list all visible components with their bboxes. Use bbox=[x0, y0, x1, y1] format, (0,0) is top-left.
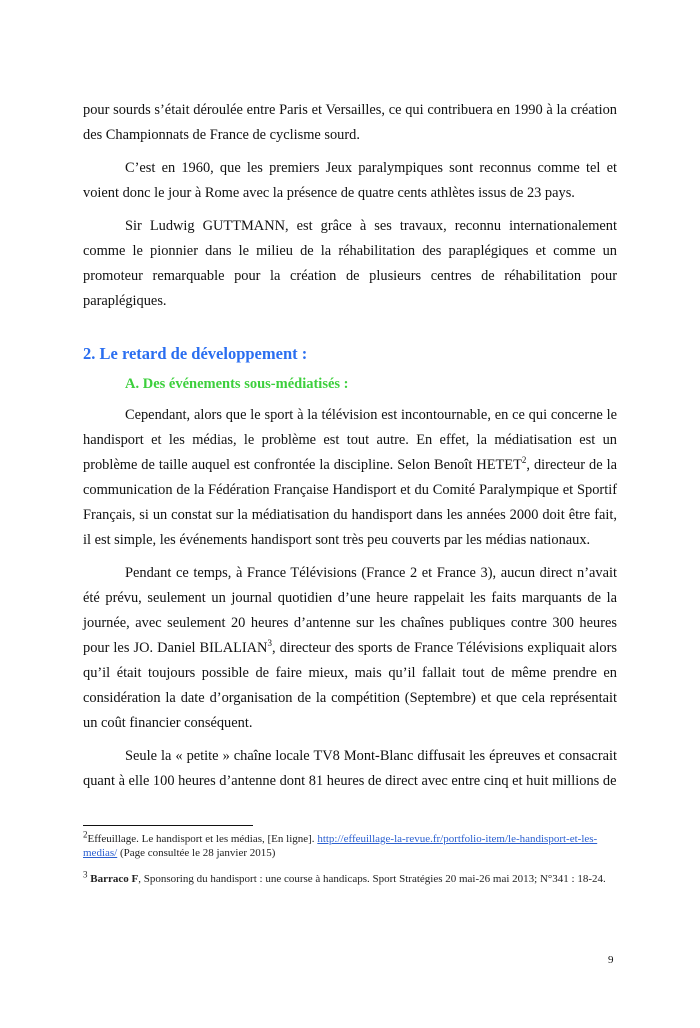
section-heading: 2. Le retard de développement : bbox=[83, 344, 308, 363]
footnote-ref[interactable]: 3 bbox=[267, 638, 272, 649]
footnote-text: (Page consultée le 28 janvier 2015) bbox=[117, 847, 276, 859]
text: , directeur des sports de France Télévisions expliquait alors qu’il était toujours possible de faire mieux, mais qu’il fallait tout de même prendre en considération la date d’organisation de la compétition (Septembre) et que cela représentait un coût financier conséquent. bbox=[83, 640, 617, 731]
footnote-link[interactable]: http://effeuillage-la-revue.fr/portfolio-item/le-handisport-et-les-medias/ bbox=[83, 833, 598, 859]
paragraph bbox=[83, 561, 617, 736]
paragraph bbox=[83, 403, 617, 553]
footnote bbox=[83, 869, 617, 886]
footnote-number: 3 bbox=[83, 869, 88, 880]
footnote-ref[interactable]: 2 bbox=[521, 455, 527, 466]
footnote-number: 2 bbox=[83, 829, 88, 840]
paragraph: C’est en 1960, que les premiers Jeux paralympiques sont reconnus comme tel et voient donc le jour à Rome avec la présence de quatre cents athlètes issus de 23 pays. bbox=[83, 160, 617, 201]
subsection-heading: A. Des événements sous-médiatisés : bbox=[125, 376, 349, 392]
text: , directeur de la communication de la Fédération Française Handisport et du Comité Paralympique et Sportif Français, si un constat sur la médiatisation du handisport dans les années 2000 doit être fait, il est simple, les événements handisport sont très peu couverts par les médias nationaux. bbox=[83, 457, 617, 548]
text: Pendant ce temps, à France Télévisions (France 2 et France 3), aucun direct n’avait été prévu, seulement un journal quotidien d’une heure rappelait les faits marquants de la journée, avec seulement 20 heures d’antenne sur les chaînes publiques contre 300 heures pour les JO. Daniel BILALIAN bbox=[83, 565, 617, 656]
text: Cependant, alors que le sport à la télévision est incontournable, en ce qui concerne le handisport et les médias, le problème est tout autre. En effet, la médiatisation est un problème de taille auquel est confrontée la discipline. Selon Benoît HETET bbox=[83, 407, 617, 473]
footnote-author: Barraco F bbox=[90, 873, 139, 885]
page-body bbox=[83, 98, 617, 802]
page-number: 9 bbox=[608, 954, 614, 966]
paragraph: Seule la « petite » chaîne locale TV8 Mont-Blanc diffusait les épreuves et consacrait quant à elle 100 heures d’antenne dont 81 heures de direct avec entre cinq et huit millions de bbox=[83, 748, 617, 789]
footnote-text: Effeuillage. Le handisport et les médias, [En ligne]. bbox=[87, 833, 318, 845]
paragraph: pour sourds s’était déroulée entre Paris et Versailles, ce qui contribuera en 1990 à la création des Championnats de France de cyclisme sourd. bbox=[83, 102, 617, 143]
paragraph: Sir Ludwig GUTTMANN, est grâce à ses travaux, reconnu internationalement comme le pionnier dans le milieu de la réhabilitation des paraplégiques et comme un promoteur remarquable pour la création de plusieurs centres de réhabilitation pour paraplégiques. bbox=[83, 218, 617, 309]
footnote-text: , Sponsoring du handisport : une course à handicaps. Sport Stratégies 20 mai-26 mai 2013; N°341 : 18-24. bbox=[138, 873, 606, 885]
footnote bbox=[83, 829, 617, 860]
footnote-separator bbox=[83, 825, 253, 826]
